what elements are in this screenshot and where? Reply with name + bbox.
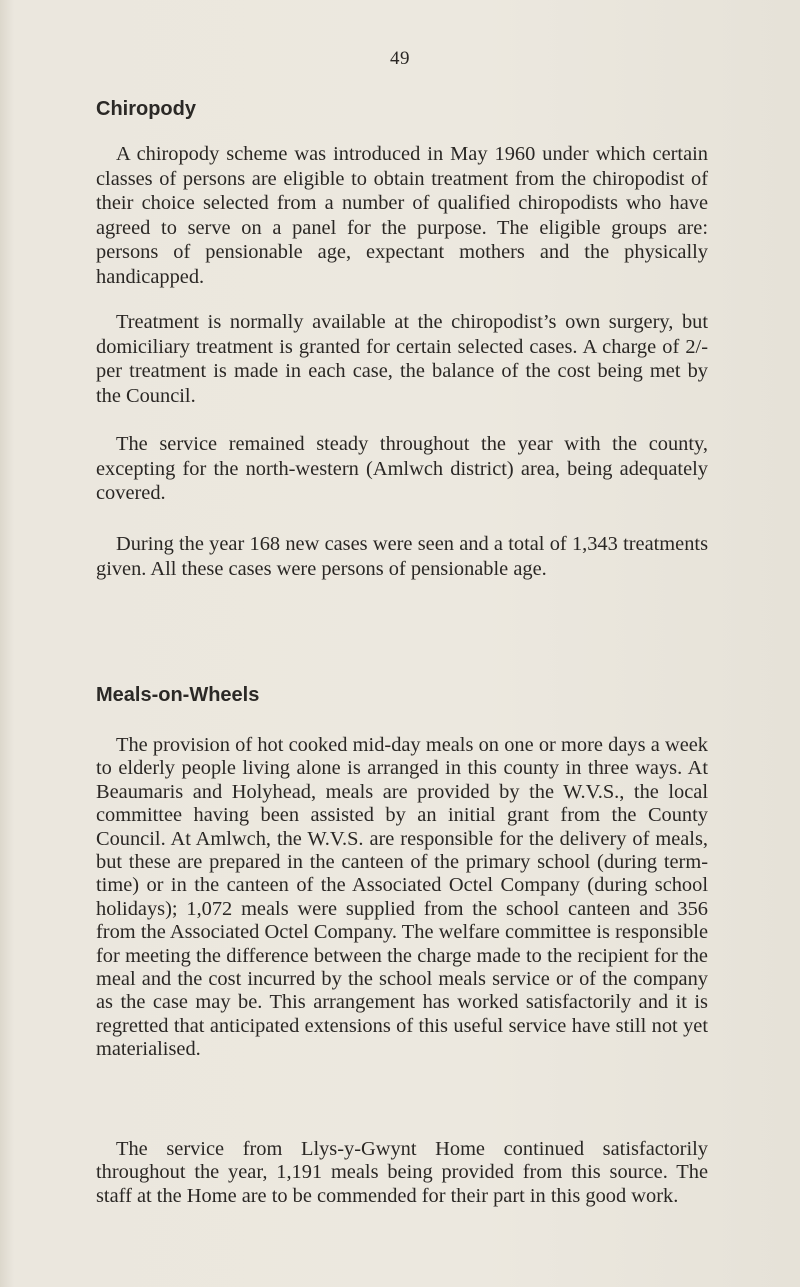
chiropody-paragraph-2: Treatment is normally available at the chiropodist’s own surgery, but domiciliary treatment is granted for certain selected cases. A charge of 2/- per treatment is made in each case, the balance of the cost being met by the Council. [96, 311, 708, 407]
section-heading-meals-on-wheels: Meals-on-Wheels [96, 684, 260, 706]
section-heading-chiropody: Chiropody [96, 98, 196, 120]
chiropody-paragraph-4: During the year 168 new cases were seen and a total of 1,343 treatments given. All these cases were persons of pensionable age. [96, 533, 708, 580]
chiropody-paragraph-3: The service remained steady throughout the year with the county, excepting for the north-western (Amlwch district) area, being adequately covered. [96, 433, 708, 505]
meals-paragraph-1: The provision of hot cooked mid-day meals on one or more days a week to elderly people living alone is arranged in this county in three ways. At Beaumaris and Holyhead, meals are provided by the W.V.S., the local committee having been assisted by an initial grant from the County Council. At Amlwch, the W.V.S. are responsible for the delivery of meals, but these are prepared in the canteen of the primary school (during term-time) or in the canteen of the Associated Octel Company (during school holidays); 1,072 meals were supplied from the school canteen and 356 from the Associated Octel Company. The welfare committee is responsible for meeting the difference between the charge made to the recipient for the meal and the cost incurred by the school meals service or of the company as the case may be. This arrangement has worked satisfactorily and it is regretted that anticipated extensions of this useful service have still not yet materialised. [96, 734, 708, 1061]
chiropody-paragraph-1: A chiropody scheme was introduced in May 1960 under which certain classes of persons are eligible to obtain treatment from the chiropodist of their choice selected from a number of qualified chiropodists who have agreed to serve on a panel for the purpose. The eligible groups are: persons of pensionable age, expectant mothers and the physically handicapped. [96, 143, 708, 288]
meals-paragraph-2: The service from Llys-y-Gwynt Home continued satisfactorily throughout the year, 1,191 meals being provided from this source. The staff at the Home are to be commended for their part in this good work. [96, 1138, 708, 1207]
page-number: 49 [390, 48, 410, 69]
